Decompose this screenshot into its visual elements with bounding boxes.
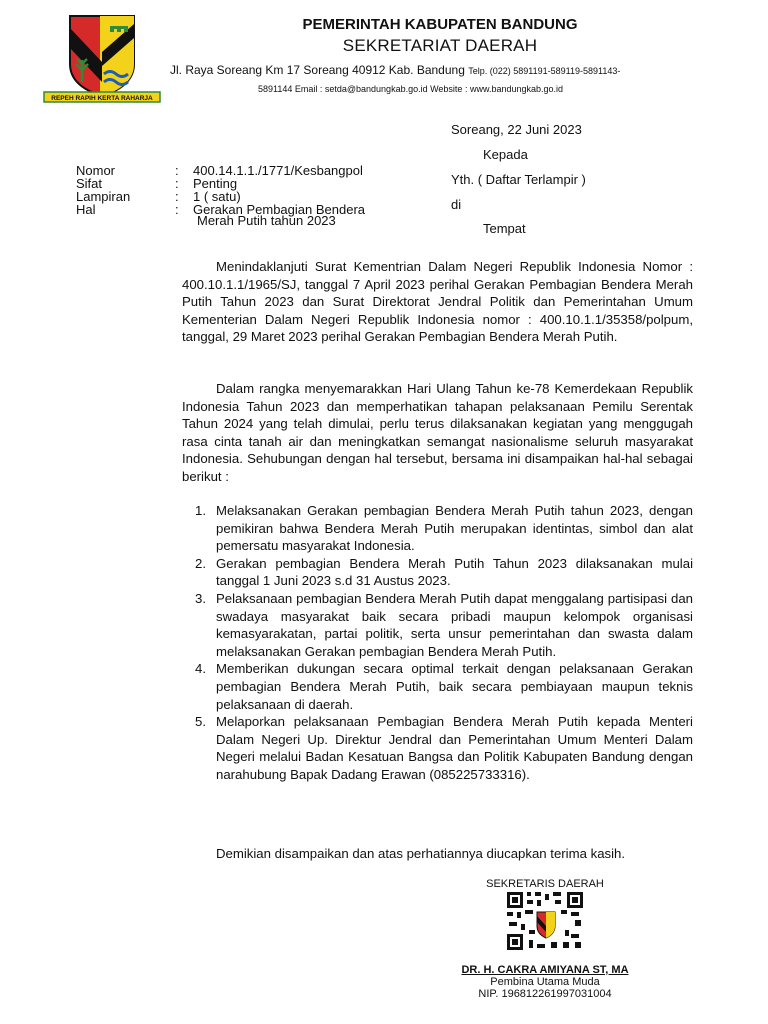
meta-colon: :	[175, 176, 179, 191]
place-date: Soreang, 22 Juni 2023	[451, 122, 582, 137]
recipient-di: di	[451, 197, 462, 212]
body-paragraph-2: Dalam rangka menyemarakkan Hari Ulang Tahun ke-78 Kemerdekaan Republik Indonesia Tahun 2023 dan memperhatikan tahapan pelaksanaan Pemilu Serentak Tahun 2024 yang telah dimulai, perlu terus dilaksanakan kegiatan yang menggugah rasa cinta tanah air dan meningkatkan semangat nasionalisme seluruh masyarakat Indonesia. Sehubungan dengan hal tersebut, bersama ini disampaikan hal-hal sebagai berikut :	[182, 381, 693, 484]
closing-sentence: Demikian disampaikan dan atas perhatiannya diucapkan terima kasih.	[216, 846, 626, 861]
list-item-number: 2.	[195, 555, 206, 571]
letterhead-contact: 5891144 Email : setda@bandungkab.go.id Website : www.bandungkab.go.id	[258, 84, 564, 94]
list-item-text: Memberikan dukungan secara optimal terkait dengan pelaksanaan Gerakan pembagian Bendera Merah Putih, baik secara pembiayaan maupun teknis pelaksanaan di daerah.	[216, 661, 693, 712]
letterhead-government: PEMERINTAH KABUPATEN BANDUNG	[302, 16, 578, 33]
signature-title: SEKRETARIS DAERAH	[486, 878, 604, 890]
meta-label: Hal	[76, 202, 96, 217]
logo-motto-text: REPEH RAPIH KERTA RAHARJA	[51, 95, 153, 102]
kabupaten-bandung-logo	[40, 12, 164, 104]
list-item-text: Gerakan pembagian Bendera Merah Putih Tahun 2023 dilaksanakan mulai tanggal 1 Juni 2023 s.d 31 Austus 2023.	[216, 555, 693, 589]
list-item-number: 1.	[195, 503, 206, 518]
meta-colon: :	[175, 202, 179, 217]
meta-label: Sifat	[76, 176, 103, 191]
meta-value: Gerakan Pembagian Bendera	[193, 202, 366, 217]
recipient-tempat: Tempat	[483, 221, 526, 236]
signatory-name: DR. H. CAKRA AMIYANA ST, MA	[461, 964, 629, 976]
signatory-nip: NIP. 196812261997031004	[478, 988, 612, 1000]
list-item	[182, 713, 693, 783]
list-item	[182, 502, 693, 555]
meta-value: 400.14.1.1./1771/Kesbangpol	[193, 163, 363, 178]
recipient-kepada: Kepada	[483, 147, 528, 162]
letterhead-address-line	[170, 63, 730, 77]
letterhead-address: Jl. Raya Soreang Km 17 Soreang 40912 Kab. Bandung	[170, 63, 465, 77]
body-paragraph-1: Menindaklanjuti Surat Kementrian Dalam Negeri Republik Indonesia Nomor : 400.10.1.1/1965/SJ, tanggal 7 April 2023 perihal Gerakan Pembagian Bendera Merah Putih Tahun 2023 dan Surat Direktorat Jendral Politik dan Pemerintahan Umum Kementerian Dalam Negeri Republik Indonesia nomor : 400.10.1.1/35358/polpum, tanggal, 29 Maret 2023 perihal Gerakan Pembagian Bendera Merah Putih.	[182, 259, 693, 345]
letterhead-phone: Telp. (022) 5891191-589119-5891143-	[468, 66, 621, 76]
list-item	[182, 555, 693, 590]
list-item-text: Pelaksanaan pembagian Bendera Merah Putih dapat menggalang partisipasi dan swadaya masyarakat baik secara pribadi maupun kelompok organisasi kemasyarakatan, partai politik, serta unsur pemerintahan dan swasta dalam melaksanakan Gerakan pembagian Bendera Merah Putih.	[216, 590, 693, 659]
meta-value-continued: Merah Putih tahun 2023	[197, 213, 336, 228]
list-item-number: 5.	[195, 714, 206, 730]
list-item-text: Melaksanakan Gerakan pembagian Bendera Merah Putih tahun 2023, dengan pemikiran bahwa Bendera Merah Putih merupakan identintas, simbol dan alat pemersatu masyarakat Indonesia.	[216, 503, 693, 554]
list-item-number: 4.	[195, 661, 206, 677]
meta-row-hal	[0, 203, 450, 231]
list-item	[182, 590, 693, 660]
meta-label: Nomor	[76, 163, 116, 178]
signatory-rank: Pembina Utama Muda	[490, 976, 600, 988]
recipient-yth: Yth. ( Daftar Terlampir )	[451, 172, 586, 187]
list-item-text: Melaporkan pelaksanaan Pembagian Bendera Merah Putih kepada Menteri Dalam Negeri Up. Direktur Jendral dan Pemerintahan Umum Menteri Dalam Negeri melalui Badan Kesatuan Bangsa dan Politik Kabupaten Bandung dengan narahubung Bapak Dadang Erawan (085225733316).	[216, 714, 693, 782]
meta-colon: :	[175, 163, 179, 178]
letterhead-office: SEKRETARIAT DAERAH	[342, 36, 538, 55]
qr-code-signature	[505, 890, 585, 952]
meta-value: Penting	[193, 176, 238, 191]
meta-label: Lampiran	[76, 189, 131, 204]
meta-colon: :	[175, 189, 179, 204]
list-item-number: 3.	[195, 590, 206, 606]
list-item	[182, 660, 693, 713]
instruction-list	[182, 502, 693, 784]
meta-value: 1 ( satu)	[193, 189, 241, 204]
